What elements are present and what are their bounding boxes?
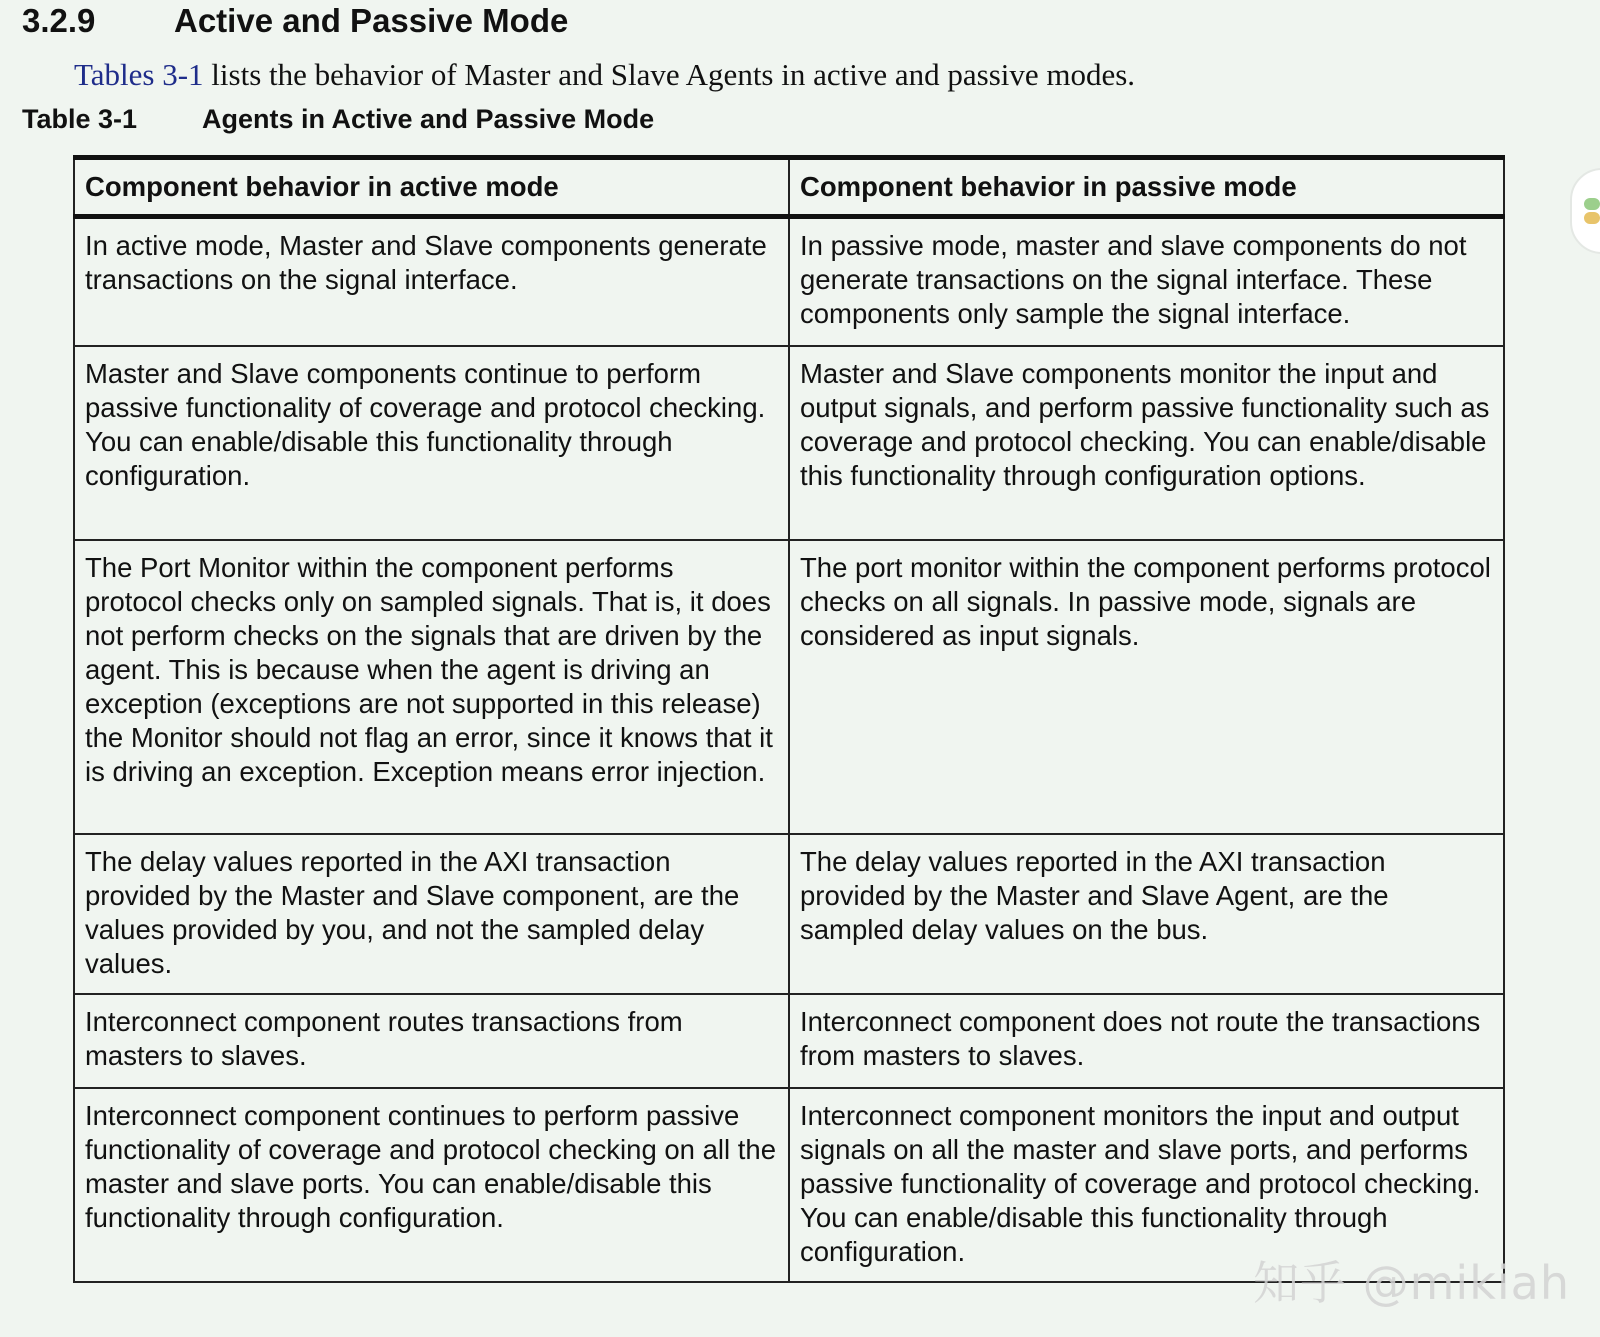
table-row bbox=[74, 994, 1504, 1088]
leaf-icon bbox=[1584, 212, 1600, 224]
table-cross-reference-link[interactable]: Tables 3-1 bbox=[74, 57, 204, 92]
table-row bbox=[74, 834, 1504, 994]
active-mode-cell: Interconnect component continues to perform passive functionality of coverage and protocol checking on all the master and slave ports. You can enable/disable this functionality through configuration. bbox=[74, 1088, 789, 1282]
header-active-mode: Component behavior in active mode bbox=[74, 158, 789, 217]
table-row bbox=[74, 346, 1504, 540]
passive-mode-cell: Interconnect component monitors the input and output signals on all the master and slave ports, and performs passive functionality of coverage and protocol checking. You can enable/disable this functionality through configuration. bbox=[789, 1088, 1504, 1282]
table-caption-label: Table 3-1 bbox=[22, 104, 138, 134]
active-mode-cell: In active mode, Master and Slave components generate transactions on the signal interface. bbox=[74, 217, 789, 347]
intro-text: lists the behavior of Master and Slave Agents in active and passive modes. bbox=[203, 57, 1136, 92]
passive-mode-cell: Interconnect component does not route the transactions from masters to slaves. bbox=[789, 994, 1504, 1088]
table-row bbox=[74, 540, 1504, 834]
section-number: 3.2.9 bbox=[22, 2, 96, 39]
active-mode-cell: Master and Slave components continue to perform passive functionality of coverage and protocol checking. You can enable/disable this functionality through configuration. bbox=[74, 346, 789, 540]
section-title: Active and Passive Mode bbox=[174, 2, 569, 39]
passive-mode-cell: The port monitor within the component performs protocol checks on all signals. In passive mode, signals are considered as input signals. bbox=[789, 540, 1504, 834]
active-mode-cell: The Port Monitor within the component performs protocol checks only on sampled signals. That is, it does not perform checks on the signals that are driven by the agent. This is because when the agent is driving an exception (exceptions are not supported in this release) the Monitor should not flag an error, since it knows that it is driving an exception. Exception means error injection. bbox=[74, 540, 789, 834]
active-mode-cell: The delay values reported in the AXI transaction provided by the Master and Slave component, are the values provided by you, and not the sampled delay values. bbox=[74, 834, 789, 994]
intro-paragraph bbox=[74, 57, 1135, 93]
active-mode-cell: Interconnect component routes transactions from masters to slaves. bbox=[74, 994, 789, 1088]
agents-mode-table bbox=[73, 155, 1505, 1283]
passive-mode-cell: In passive mode, master and slave components do not generate transactions on the signal interface. These components only sample the signal interface. bbox=[789, 217, 1504, 347]
header-passive-mode: Component behavior in passive mode bbox=[789, 158, 1504, 217]
table-caption bbox=[22, 104, 654, 135]
table-header-row bbox=[74, 158, 1504, 217]
passive-mode-cell: The delay values reported in the AXI transaction provided by the Master and Slave Agent, are the sampled delay values on the bus. bbox=[789, 834, 1504, 994]
floating-app-icon[interactable] bbox=[1570, 168, 1600, 254]
table-caption-title: Agents in Active and Passive Mode bbox=[202, 104, 655, 134]
passive-mode-cell: Master and Slave components monitor the input and output signals, and perform passive functionality such as coverage and protocol checking. You can enable/disable this functionality through configuration options. bbox=[789, 346, 1504, 540]
table-row bbox=[74, 217, 1504, 347]
zhihu-watermark: 知乎 @mikiah bbox=[1253, 1256, 1570, 1310]
section-heading bbox=[22, 2, 568, 40]
leaf-icon bbox=[1584, 198, 1600, 210]
